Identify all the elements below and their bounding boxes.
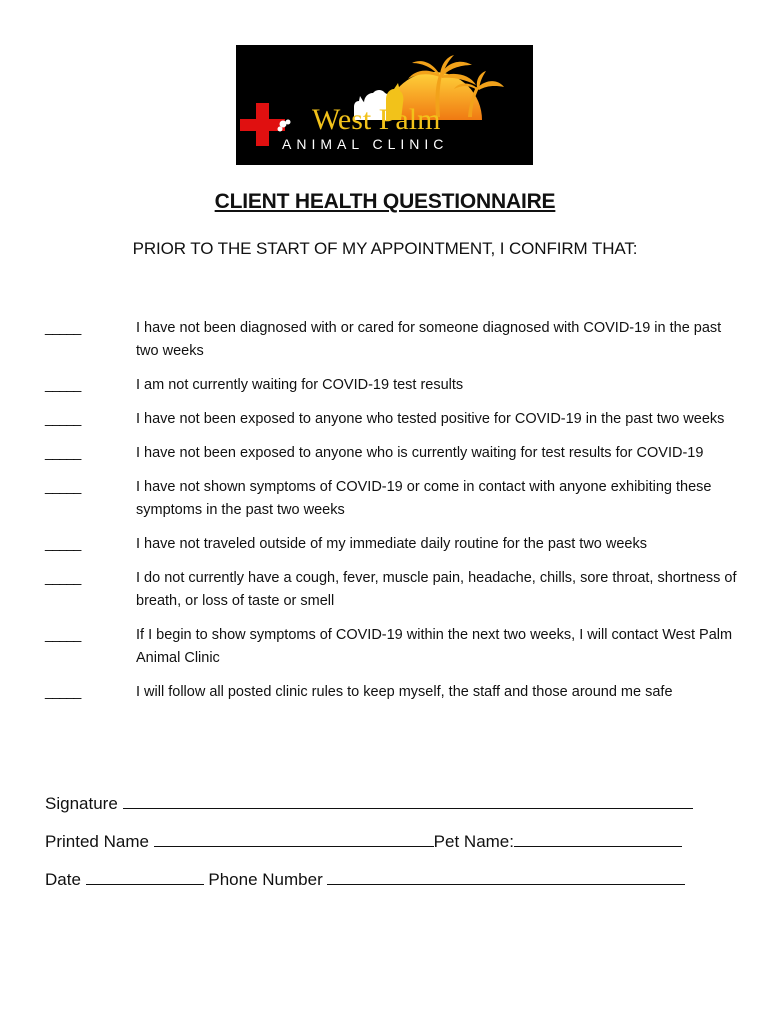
printed-name-field[interactable] — [154, 828, 434, 847]
date-label: Date — [45, 870, 81, 889]
printed-name-label: Printed Name — [45, 832, 149, 851]
clinic-logo — [236, 45, 533, 165]
checklist-item-text: I have not traveled outside of my immediate daily routine for the past two weeks — [136, 536, 647, 552]
checklist-item-text: I am not currently waiting for COVID-19 test results — [136, 377, 464, 393]
checkbox-blank[interactable]: _____ — [45, 377, 81, 393]
page-subtitle: PRIOR TO THE START OF MY APPOINTMENT, I CONFIRM THAT: — [132, 239, 638, 258]
checklist-item — [45, 533, 745, 556]
pet-name-label: Pet Name: — [433, 832, 514, 851]
checklist — [45, 317, 745, 715]
checkbox-blank[interactable]: _____ — [45, 627, 81, 643]
checklist-item — [45, 476, 745, 522]
checkbox-blank[interactable]: _____ — [45, 445, 81, 461]
checklist-item — [45, 567, 745, 613]
date-field[interactable] — [86, 866, 204, 885]
phone-label: Phone Number — [208, 870, 323, 889]
date-phone-row — [45, 866, 725, 904]
checklist-item-text: I have not been exposed to anyone who tested positive for COVID-19 in the past two weeks — [136, 411, 725, 427]
checklist-item — [45, 442, 745, 465]
checklist-item — [45, 317, 745, 363]
phone-field[interactable] — [327, 866, 685, 885]
page-title: CLIENT HEALTH QUESTIONNAIRE — [214, 190, 556, 213]
checklist-item-text: If I begin to show symptoms of COVID-19 within the next two weeks, I will contact West Palm Animal Clinic — [136, 627, 733, 666]
checkbox-blank[interactable]: _____ — [45, 411, 81, 427]
checkbox-blank[interactable]: _____ — [45, 536, 81, 552]
checklist-item — [45, 408, 745, 431]
checklist-item-text: I have not been diagnosed with or cared for someone diagnosed with COVID-19 in the past two weeks — [136, 320, 722, 359]
checklist-item — [45, 681, 745, 704]
checklist-item-text: I will follow all posted clinic rules to keep myself, the staff and those around me safe — [136, 684, 673, 700]
checkbox-blank[interactable]: _____ — [45, 320, 81, 336]
name-row — [45, 828, 725, 866]
logo-line1: West Palm — [312, 103, 441, 136]
signature-field[interactable] — [123, 790, 693, 809]
checklist-item-text: I have not been exposed to anyone who is currently waiting for test results for COVID-19 — [136, 445, 704, 461]
pet-name-field[interactable] — [514, 828, 682, 847]
checkbox-blank[interactable]: _____ — [45, 684, 81, 700]
checkbox-blank[interactable]: _____ — [45, 570, 81, 586]
signature-label: Signature — [45, 794, 118, 813]
checklist-item — [45, 624, 745, 670]
checkbox-blank[interactable]: _____ — [45, 479, 81, 495]
logo-line2: ANIMAL CLINIC — [282, 136, 449, 152]
checklist-item-text: I do not currently have a cough, fever, muscle pain, headache, chills, sore throat, shortness of breath, or loss of taste or smell — [136, 570, 737, 609]
checklist-item-text: I have not shown symptoms of COVID-19 or come in contact with anyone exhibiting these symptoms in the past two weeks — [136, 479, 712, 518]
checklist-item — [45, 374, 745, 397]
clinic-logo-graphic — [236, 45, 533, 165]
signature-row — [45, 790, 725, 828]
signature-section — [45, 790, 725, 904]
